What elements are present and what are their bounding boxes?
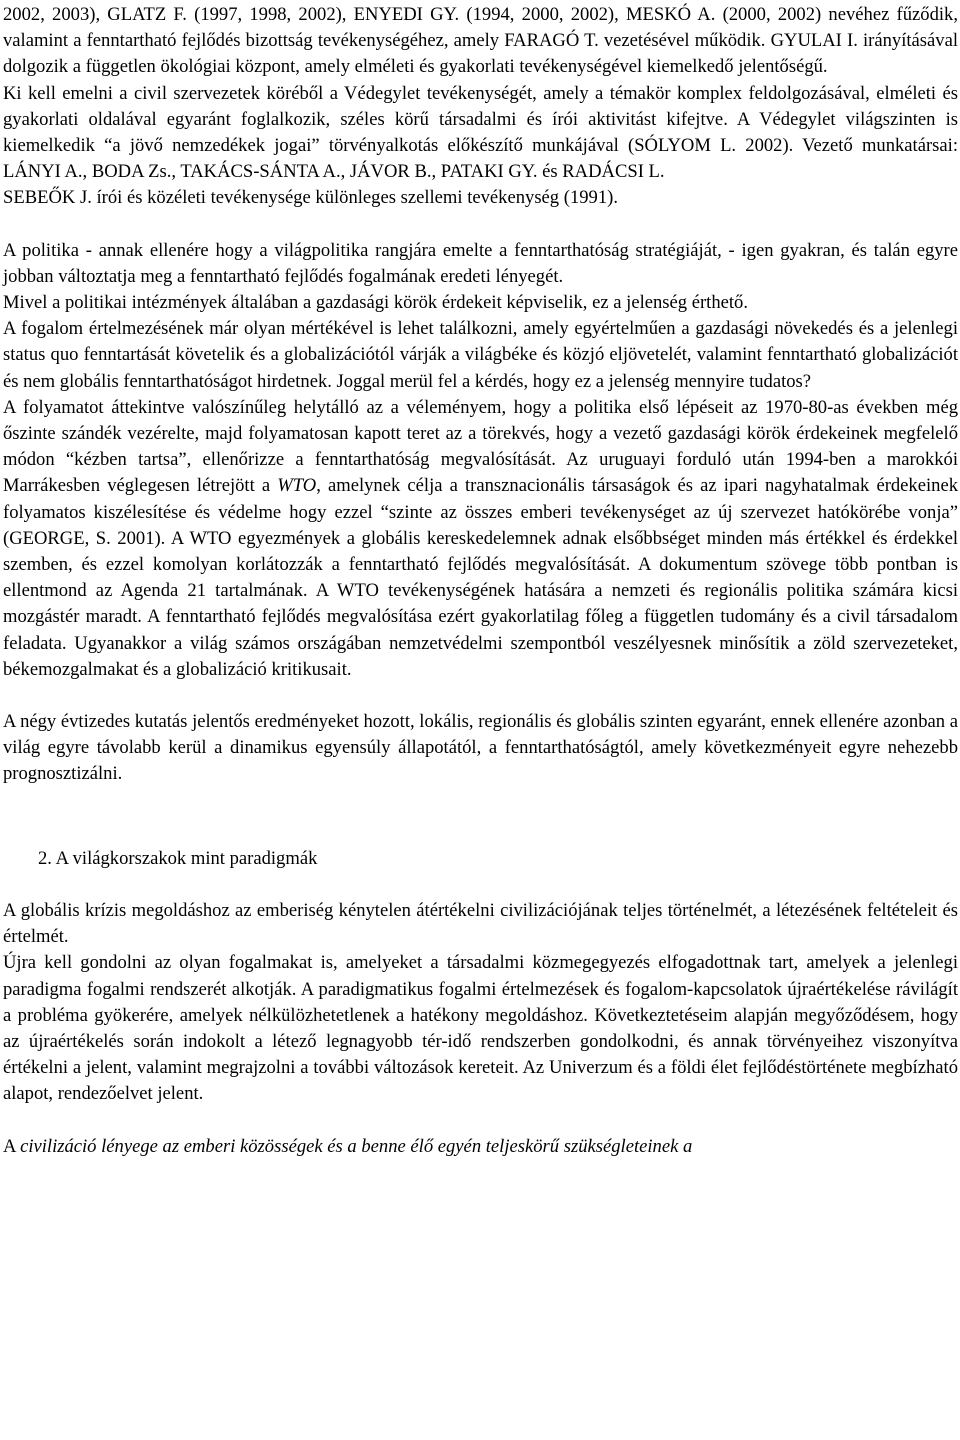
- paragraph-civilization: [3, 1134, 958, 1160]
- paragraph-authors: 2002, 2003), GLATZ F. (1997, 1998, 2002), ENYEDI GY. (1994, 2000, 2002), MESKÓ A. (2000, 2002) nevéhez fűződik, valamint a fenntartható fejlődés bizottság tevékenységéhez, amely FARAGÓ T. vezetésével működik. GYULAI I. irányításával dolgozik a független ökológiai központ, amely elméleti és gyakorlati tevékenységével kiemelkedő jelentőségű.: [3, 4, 958, 78]
- process-text-b: , amelynek célja a transznacionális társaságok és az ipari nagyhatalmak érdekeinek folyamatos kiszélesítése és védelme hogy ezzel “szinte az összes emberi tevékenységet az új szervezet hatókörébe vonja” (GEORGE, S. 2001). A WTO egyezmények a globális kereskedelemnek adnak elsőbbséget minden más értékkel és érdekkel szemben, és ezzel komolyan korlátozzák a fenntartható fejlődés megvalósítását. A dokumentum szövege több pontban is ellentmond az Agenda 21 tartalmának. A WTO tevékenységének hatására a nemzeti és regionális politika számára kicsi mozgástér maradt. A fenntartható fejlődés megvalósítása ezért gyakorlatilag főleg a független tudomány és a civil társadalom feladata. Ugyanakkor a világ számos országában nemzetvédelmi szempontból veszélyesnek minősítik a zöld szervezeteket, békemozgalmakat és a globalizáció kritikusait.: [3, 475, 958, 680]
- paragraph-sebeok: SEBEŐK J. írói és közéleti tevékenysége különleges szellemi tevékenység (1991).: [3, 187, 618, 209]
- spacer: [3, 788, 958, 846]
- paragraph-process: [3, 395, 958, 683]
- section-heading: 2. A világkorszakok mint paradigmák: [38, 847, 318, 869]
- wto-italic: WTO: [277, 475, 317, 497]
- spacer: [3, 212, 958, 238]
- paragraph-vedegylet: Ki kell emelni a civil szervezetek köréből a Védegylet tevékenységét, amely a témakör komplex feldolgozásával, elméleti és gyakorlati oldalával egyaránt foglalkozik, széles körű társadalmi és írói aktivitást kifejtve. A Védegylet világszinten is kiemelkedik “a jövő nemzedékek jogai” törvényalkotás előkészítő munkájával (SÓLYOM L. 2002). Vezető munkatársai: LÁNYI A., BODA Zs., TAKÁCS-SÁNTA A., JÁVOR B., PATAKI GY. és RADÁCSI L.: [3, 82, 958, 183]
- civilization-italic: civilizáció lényege az emberi közösségek és a benne élő egyén teljeskörű szükségleteinek a: [20, 1135, 693, 1157]
- paragraph-research: A négy évtizedes kutatás jelentős eredményeket hozott, lokális, regionális és globális szinten egyaránt, ennek ellenére azonban a világ egyre távolabb kerül a dinamikus egyensúly állapotától, a fenntarthatóságtól, amely következményeit egyre nehezebb prognosztizálni.: [3, 711, 958, 785]
- paragraph-crisis: A globális krízis megoldáshoz az emberiség kénytelen átértékelni civilizációjának teljes történelmét, a létezésének feltételeit és értelmét.: [3, 899, 958, 948]
- civilization-lead: A: [3, 1135, 21, 1157]
- paragraph-concept: A fogalom értelmezésének már olyan mértékével is lehet találkozni, amely egyértelműen a gazdasági növekedés és a jelenlegi status quo fenntartását követelik és a globalizációtól várják a világbéke és közjó eljövetelét, valamint fenntartható globalizációt és nem globális fenntarthatóságot hirdetnek. Joggal merül fel a kérdés, hogy ez a jelenség mennyire tudatos?: [3, 318, 958, 392]
- spacer: [3, 1108, 958, 1134]
- process-text-a: A folyamatot áttekintve valószínűleg helytálló az a véleményem, hogy a politika első lépéseit az 1970-80-as években még őszinte szándék vezérelte, majd folyamatosan kapott teret az a törekvés, hogy a vezető gazdasági körök érdekeinek megfelelő módon “kézben tartsa”, ellenőrizze a fenntarthatóság megvalósítását. Az uruguayi forduló után 1994-ben a marokkói Marrákesben véglegesen létrejött a: [3, 396, 958, 497]
- paragraph-institutions: Mivel a politikai intézmények általában a gazdasági körök érdekeit képviselik, ez a jelenség érthető.: [3, 292, 749, 314]
- spacer: [3, 683, 958, 709]
- spacer: [3, 872, 958, 898]
- paragraph-rethink: Újra kell gondolni az olyan fogalmakat is, amelyeket a társadalmi közmegegyezés elfogadottnak tart, amelyek a jelenlegi paradigma fogalmi rendszerét alkotják. A paradigmatikus fogalmi értelmezések és fogalom-kapcsolatok újraértékelése rávilágít a probléma gyökerére, amelyek nélkülözhetetlenek a hatékony megoldáshoz. Következtetéseim alapján megyőződésem, hogy az újraértékelés során indokolt a létező legnagyobb tér-idő rendszerben gondolkodni, és annak törvényeihez viszonyítva értékelni a jelent, valamint megrajzolni a további változások kereteit. Az Univerzum és a földi élet fejlődéstörténete megbízható alapot, rendezőelvet jelent.: [3, 952, 958, 1105]
- paragraph-politics: A politika - annak ellenére hogy a világpolitika rangjára emelte a fenntarthatóság stratégiáját, - igen gyakran, és talán egyre jobban változtatja meg a fenntartható fejlődés fogalmának eredeti lényegét.: [3, 239, 958, 287]
